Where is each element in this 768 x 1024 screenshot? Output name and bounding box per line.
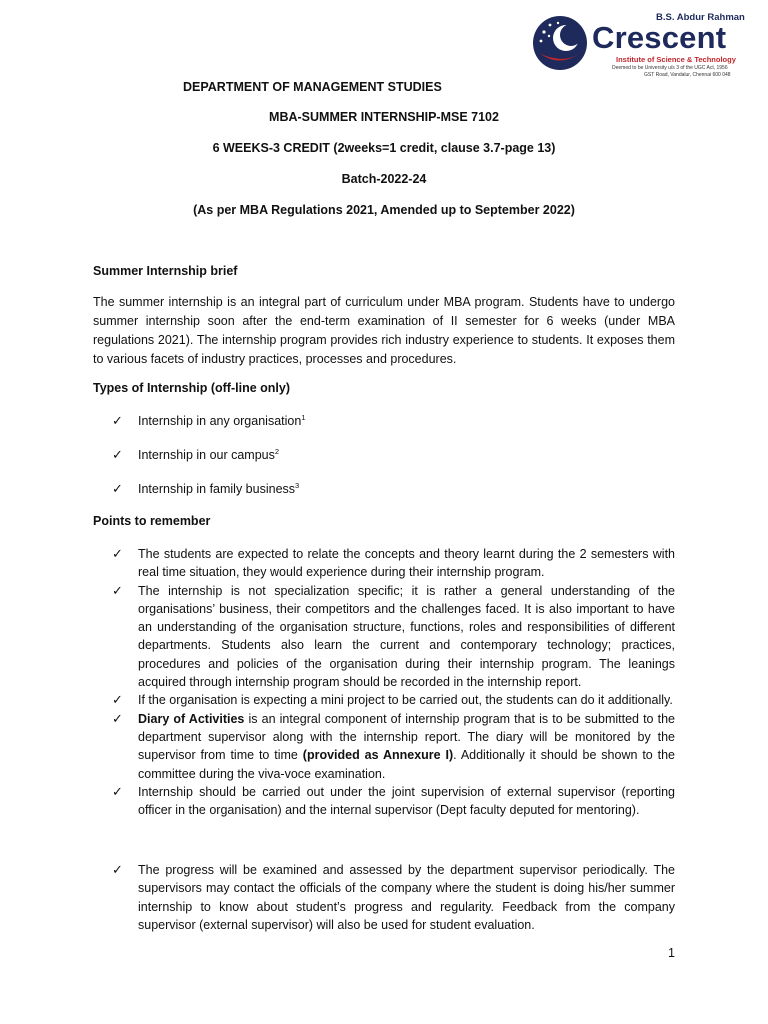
point-text: Internship should be carried out under the joint supervision of external supervisor (reporting officer in the organisation) and the internal supervisor (Dept faculty deputed for mentoring). bbox=[138, 784, 675, 818]
type-text: Internship in our campus bbox=[138, 448, 275, 462]
brief-paragraph: The summer internship is an integral part of curriculum under MBA program. Students have to undergo summer internship soon after the end-term examination of II semester for 6 weeks (under MBA regulations 2021). The internship program provides rich industry experience to students. It exposes them to various facets of industry practices, processes and procedures. bbox=[93, 295, 675, 366]
annexure-bold-text: (provided as Annexure I) bbox=[302, 748, 454, 763]
points-heading: Points to remember bbox=[93, 514, 211, 528]
course-heading: MBA-SUMMER INTERNSHIP-MSE 7102 bbox=[269, 110, 499, 124]
checkmark-icon: ✓ bbox=[112, 582, 123, 598]
checkmark-icon: ✓ bbox=[112, 783, 123, 799]
point-text: The students are expected to relate the concepts and theory learnt during the 2 semesters with real time situation, they would experience during their internship program. bbox=[138, 547, 675, 580]
list-item bbox=[93, 412, 675, 430]
logo-brand-name: Crescent bbox=[592, 20, 727, 55]
checkmark-icon: ✓ bbox=[112, 862, 123, 877]
point-text: If the organisation is expecting a mini project to be carried out, the students can do it additionally. bbox=[138, 693, 673, 708]
list-item bbox=[93, 691, 675, 709]
checkmark-icon: ✓ bbox=[112, 447, 123, 462]
point-text: The internship is not specialization specific; it is rather a general understanding of the organisations’ business, their competitors and the challenges faced. It is also important to have an understanding of the organisation structure, functions, roles and responsibilities of different departments. Students also learn the current and contemporary technology; practices, procedures and policies of the organisation during their internship program. The leanings acquired through internship program should be recorded in the internship report. bbox=[138, 583, 675, 690]
internship-types-list bbox=[93, 446, 675, 464]
batch-heading: Batch-2022-24 bbox=[341, 172, 427, 186]
logo-top-text: B.S. Abdur Rahman bbox=[656, 12, 745, 23]
type-text: Internship in any organisation bbox=[138, 414, 302, 428]
checkmark-icon: ✓ bbox=[112, 481, 123, 496]
checkmark-icon: ✓ bbox=[112, 546, 123, 561]
brief-heading: Summer Internship brief bbox=[93, 264, 238, 278]
point-text: The progress will be examined and assessed by the department supervisor periodically. The supervisors may contact the officials of the company where the student is doing his/her summer internship to know about student’s progress and regularity. Feedback from the company supervisor (external supervisor) will also be used for student evaluation. bbox=[138, 863, 675, 932]
page-number: 1 bbox=[668, 946, 675, 960]
checkmark-icon: ✓ bbox=[112, 413, 123, 428]
list-item bbox=[93, 582, 675, 692]
footnote-marker: 1 bbox=[301, 412, 306, 422]
internship-types-list bbox=[93, 412, 675, 430]
list-item bbox=[93, 710, 675, 783]
list-item bbox=[93, 861, 675, 934]
point-text: . Additionally it should be shown to the committee during the viva-voce examination. bbox=[138, 748, 676, 781]
checkmark-icon: ✓ bbox=[112, 692, 123, 708]
type-text: Internship in family business bbox=[138, 482, 296, 496]
points-list bbox=[93, 861, 675, 934]
list-item bbox=[93, 545, 675, 582]
point-text: is an integral component of internship program that is to be submitted to the department supervisor along with the internship report. The diary will be monitored by the supervisor from time to time bbox=[138, 711, 675, 763]
diary-bold-text: Diary of Activities bbox=[138, 711, 245, 726]
crescent-emblem-icon bbox=[532, 14, 592, 72]
institution-logo bbox=[532, 10, 752, 76]
regulations-heading: (As per MBA Regulations 2021, Amended up to September 2022) bbox=[193, 203, 575, 217]
logo-subtitle: Institute of Science & Technology bbox=[616, 55, 736, 64]
logo-address-text: GST Road, Vandalur, Chennai 600 048 bbox=[644, 72, 731, 78]
internship-types-list bbox=[93, 480, 675, 498]
credit-heading: 6 WEEKS-3 CREDIT (2weeks=1 credit, clause 3.7-page 13) bbox=[212, 141, 556, 155]
list-item bbox=[93, 783, 675, 820]
footnote-marker: 2 bbox=[274, 446, 280, 456]
list-item bbox=[93, 480, 675, 498]
department-heading: DEPARTMENT OF MANAGEMENT STUDIES bbox=[183, 80, 442, 94]
footnote-marker: 3 bbox=[295, 480, 300, 490]
logo-deemed-text: Deemed to be University u/s 3 of the UGC Act, 1956 bbox=[612, 65, 728, 71]
types-heading: Types of Internship (off-line only) bbox=[93, 381, 290, 395]
checkmark-icon: ✓ bbox=[112, 710, 123, 726]
points-list bbox=[93, 545, 675, 819]
list-item bbox=[93, 446, 675, 464]
